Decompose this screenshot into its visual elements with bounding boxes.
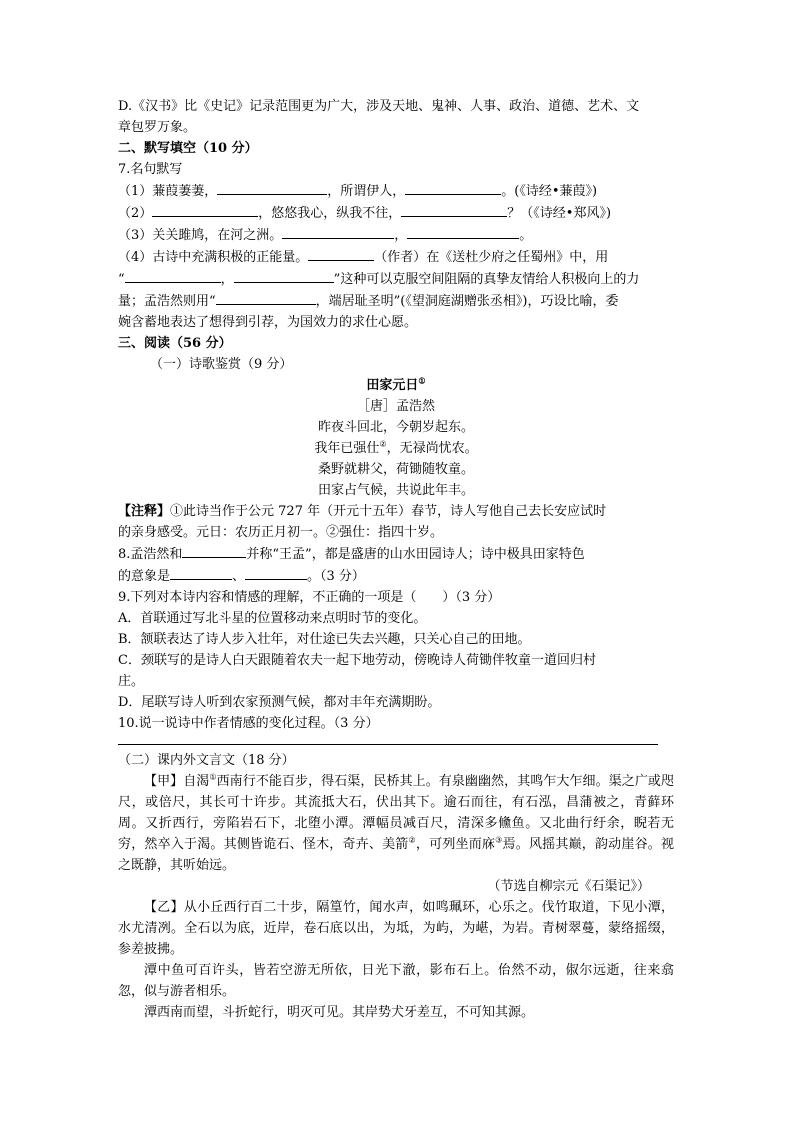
answer-blank[interactable] [216,290,316,305]
q9-option-c-cont: 庄。 [118,674,145,689]
jia-source: （节选自柳宗元《石渠记》） [487,879,650,894]
q7-title: 7.名句默写 [118,162,183,177]
poem-author: ［唐］孟浩然 [356,399,435,414]
answer-blank[interactable] [152,202,258,217]
answer-blank[interactable] [401,202,507,217]
poem-note: 【注释】①此诗当作于公元 727 年（开元十五年）春节，诗人写他自己去长安应试时 [118,504,607,519]
q9-option-d: D．尾联写诗人听到农家预测气候，都对丰年充满期盼。 [118,695,441,710]
poem-line: 昨夜斗回北，今朝岁起东。 [317,420,474,435]
exam-page [118,96,674,1023]
q7-item1: （1）蒹葭萋萋， ，所谓伊人， 。(《诗经•蒹葭》) [118,180,674,202]
q7-item4: （4）古诗中充满积极的正能量。 （作者）在《送杜少府之任蜀州》中，用 “ ， ”这种可以克服空间阻隔的真挚友情给人积极向上的力 量；孟浩然则用“ ，端居耻圣明”(《望洞庭湖赠张丞相》)，巧设比喻，委 婉含蓄地表达了想得到引荐，为国效力的求仕心愿。 [118,246,674,333]
answer-blank[interactable] [170,565,232,580]
poem-line: 桑野就耕父，荷锄随牧童。 [317,462,474,477]
q9-option-c: C．颈联写的是诗人白天跟随着农夫一起下地劳动，傍晚诗人荷锄伴牧童一道回归村 [118,653,596,668]
section2-heading: 二、默写填空（10 分） [118,141,258,156]
poem-title: 田家元日① [366,375,426,393]
q9: 9.下列对本诗内容和情感的理解，不正确的一项是（ ）（3 分） [118,590,501,605]
section3-heading: 三、阅读（56 分） [118,336,232,351]
answer-blank[interactable] [182,543,246,558]
option-d-line2: 章包罗万象。 [118,120,197,135]
q9-option-b: B．颔联表达了诗人步入壮年，对仕途已失去兴趣，只关心自己的田地。 [118,632,531,647]
poem-line: 我年已强仕②，无禄尚忧农。 [314,439,478,456]
answer-blank[interactable] [245,565,307,580]
divider [118,744,658,745]
passage-yi: 【乙】从小丘西行百二十步，隔篁竹，闻水声，如鸣珮环，心乐之。伐竹取道，下见小潭，水尤清冽。全石以为底，近岸，卷石底以出，为坻，为屿，为嵁，为岩。青树翠蔓，蒙络摇缀，参差披拂。 [118,900,674,957]
answer-blank[interactable] [308,246,374,261]
poem-line: 田家占气候，共说此年丰。 [317,483,474,498]
answer-blank[interactable] [234,268,334,283]
answer-blank[interactable] [125,268,221,283]
passage-yi-p2: 潭中鱼可百许头，皆若空游无所依，日光下澈，影布石上。佁然不动，俶尔远逝，往来翕忽，似与游者相乐。 [118,963,674,999]
q7-item3: （3）关关雎鸠，在河之洲。 ， 。 [118,224,674,246]
poem-note-cont: 的亲身感受。元日：农历正月初一。②强仕：指四十岁。 [118,525,444,540]
q10: 10.说一说诗中作者情感的变化过程。（3 分） [118,716,379,731]
answer-blank[interactable] [217,180,327,195]
part2-heading: （二）课内外文言文（18 分） [118,753,295,768]
passage-yi-p3: 潭西南而望，斗折蛇行，明灭可见。其岸势犬牙差互，不可知其源。 [144,1005,535,1020]
q7-item2: （2） ，悠悠我心，纵我不往， ？（《诗经•郑风》) [118,202,674,224]
passage-jia: 【甲】自渴①西南行不能百步，得石渠，民桥其上。有泉幽幽然，其鸣乍大乍细。渠之广或咫尺，或倍尺，其长可十许步。其流抵大石，伏出其下。逾石而往，有石泓，昌蒲被之，青藓环周。又折西行，旁陷岩石下，北堕小潭。潭幅员减百尺，清深多儵鱼。又北曲行纡余，睨若无穷，然卒入于渴。其侧皆诡石、怪木，奇卉、美箭②，可列坐而庥③焉。风摇其巅，韵动崖谷。视之既静，其听始远。 [118,772,674,873]
part1-heading: （一）诗歌鉴赏（9 分） [150,357,293,372]
q9-option-a: A．首联通过写北斗星的位置移动来点明时节的变化。 [118,611,427,626]
answer-blank[interactable] [407,224,519,239]
q8: 8.孟浩然和 并称“王孟”，都是盛唐的山水田园诗人；诗中极具田家特色 的意象是 、 。（3 分） [118,543,674,587]
answer-blank[interactable] [405,180,501,195]
option-d-line1: D.《汉书》比《史记》记录范围更为广大，涉及天地、鬼神、人事、政治、道德、艺术、文 [118,99,640,114]
answer-blank[interactable] [282,224,394,239]
